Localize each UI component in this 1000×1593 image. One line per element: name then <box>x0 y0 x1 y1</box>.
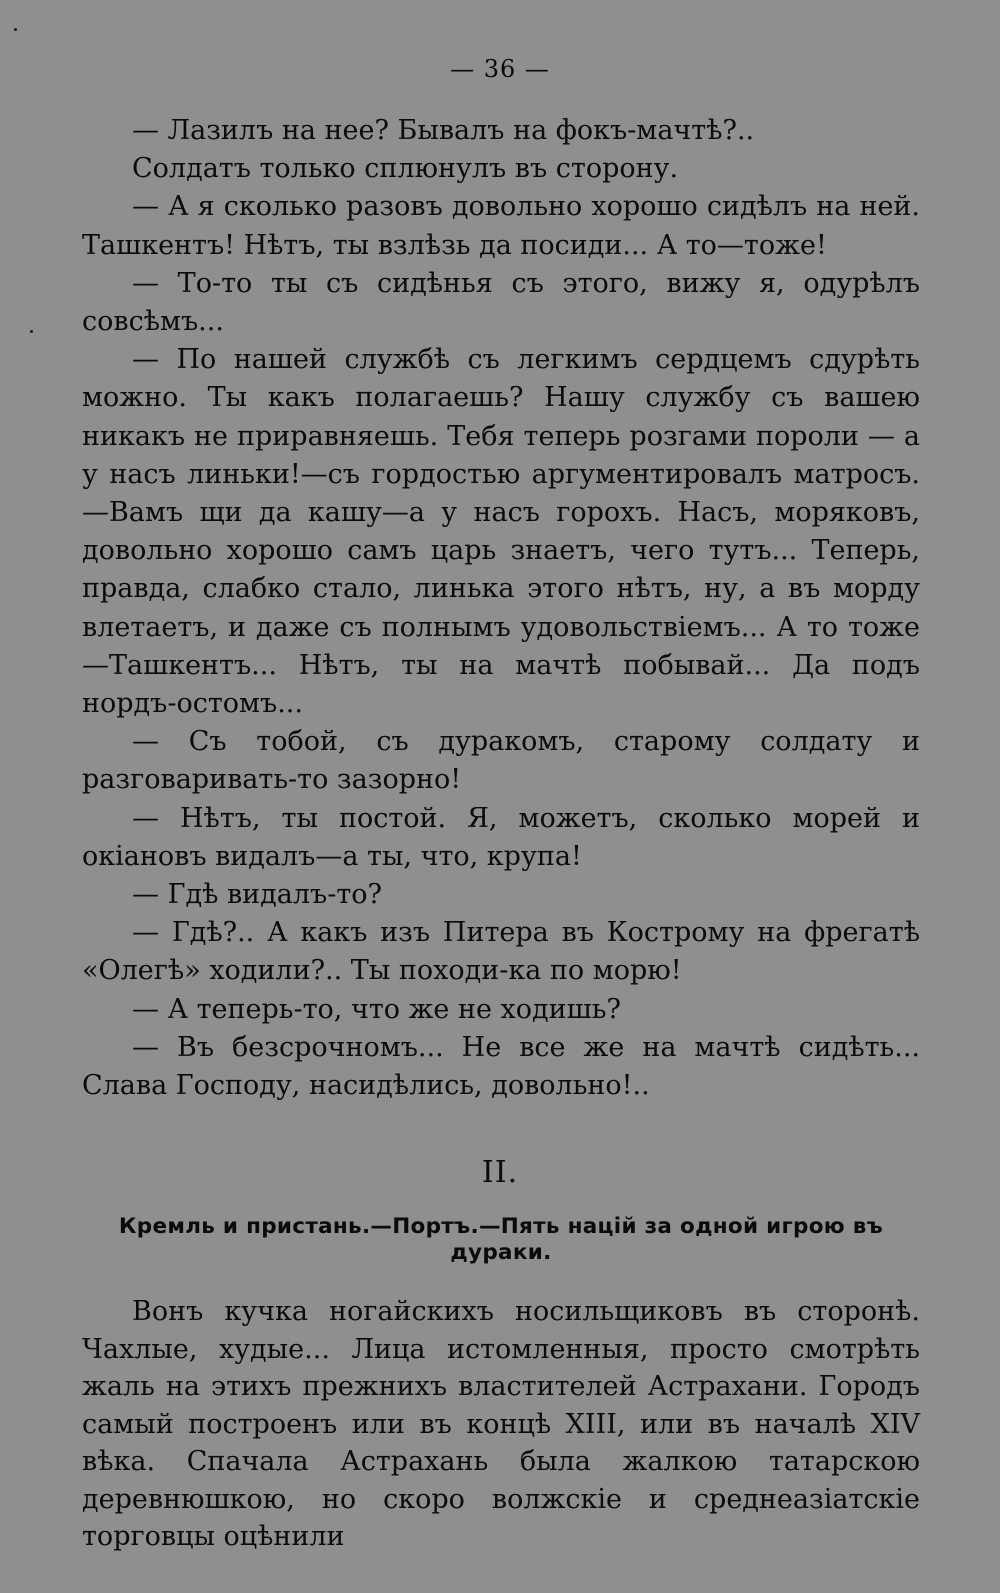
chapter-paragraph-1: Вонъ кучка ногайскихъ носильщиковъ въ сторонѣ. Чахлые, худые... Лица истомленныя, просто смотрѣть жаль на этихъ прежнихъ властителей Астрахани. Городъ самый построенъ или въ концѣ XIII, или въ началѣ XIV вѣка. Спачала Астрахань была жалкою татарскою деревнюшкою, но скоро волжскіе и среднеазіатскіе торговцы оцѣнили <box>82 1296 920 1552</box>
paragraph-8: — Гдѣ видалъ-то? <box>132 879 382 911</box>
paragraph-2: Солдатъ только сплюнулъ въ сторону. <box>132 153 679 185</box>
page-number: — 36 — <box>450 55 550 83</box>
paragraph-7: — Нѣтъ, ты постой. Я, можетъ, сколько морей и окіановъ видалъ—а ты, что, крупа! <box>82 802 920 872</box>
paragraph-4: — То-то ты съ сидѣнья съ этого, вижу я, одурѣлъ совсѣмъ... <box>82 267 920 338</box>
paragraph-1: — Лазилъ на нее? Бывалъ на фокъ-мачтѣ?.. <box>132 115 755 146</box>
chapter-heading: II. <box>481 1155 519 1190</box>
scan-speck <box>14 28 17 31</box>
paragraph-11: — Въ безсрочномъ... Не все же на мачтѣ сидѣть... Слава Господу, насидѣлись, довольно!.. <box>82 1031 920 1102</box>
paragraph-5: — По нашей службѣ съ легкимъ сердцемъ сдурѣть можно. Ты какъ полагаешь? Нашу службу съ вашею никакъ не приравняешь. Тебя теперь розгами пороли — а у насъ линьки!—съ гордостью аргументировалъ матросъ.—Вамъ щи да кашу—а у насъ горохъ. Насъ, моряковъ, довольно хорошо самъ царь знаетъ, чего тутъ... Теперь, правда, слабко стало, линька этого нѣтъ, ну, а въ морду влетаетъ, и даже съ полнымъ удовольствіемъ... А то тоже—Ташкентъ... Нѣтъ, ты на мачтѣ побывай... Да подъ нордъ-остомъ... <box>82 344 920 720</box>
paragraph-6: — Съ тобой, съ дуракомъ, старому солдату и разговаривать-то зазорно! <box>82 726 920 796</box>
paragraph-9: — Гдѣ?.. А какъ изъ Питера въ Кострому на фрегатѣ «Олегѣ» ходили?.. Ты походи-ка по морю! <box>82 917 920 987</box>
chapter-subtitle: Кремль и пристань.—Портъ.—Пять націй за одной игрою въ дураки. <box>118 1214 884 1265</box>
scan-speck <box>30 330 33 333</box>
chapter-body <box>82 1293 920 1556</box>
paragraph-3: — А я сколько разовъ довольно хорошо сидѣлъ на ней. Ташкентъ! Нѣтъ, ты взлѣзь да посиди... А то—тоже! <box>82 191 920 261</box>
dialogue-section <box>82 112 920 1105</box>
paragraph-10: — А теперь-то, что же не ходишь? <box>132 993 621 1025</box>
